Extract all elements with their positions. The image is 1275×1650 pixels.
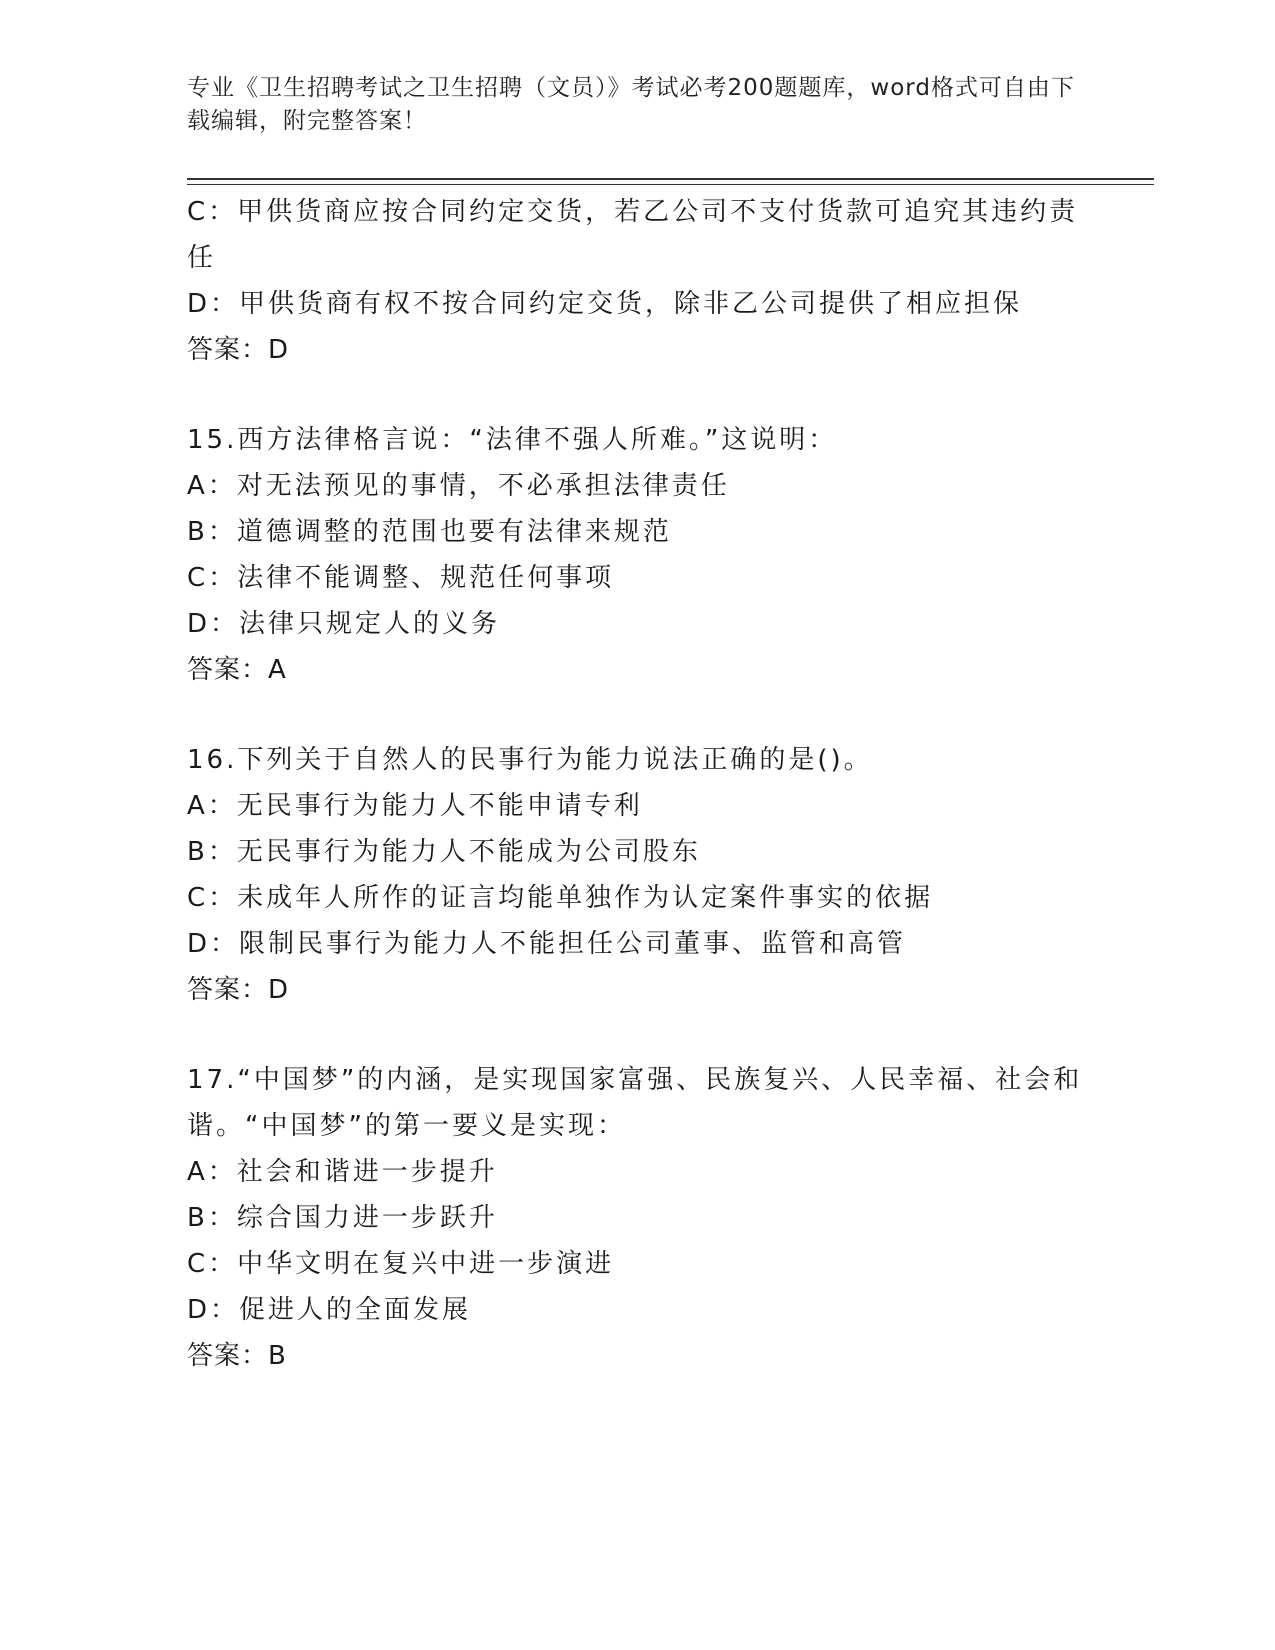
answer-line: 答案：B [187, 1341, 287, 1371]
answer-line: 答案：D [187, 975, 290, 1005]
option-c: C：法律不能调整、规范任何事项 [187, 563, 615, 593]
question-stem: 16.下列关于自然人的民事行为能力说法正确的是()。 [187, 745, 873, 775]
option-b: B：道德调整的范围也要有法律来规范 [187, 517, 672, 547]
question-stem: 15.西方法律格言说：“法律不强人所难。”这说明： [187, 425, 838, 455]
option-d: D：法律只规定人的义务 [187, 609, 501, 639]
document-body [187, 189, 1087, 1379]
question-stem: 17.“中国梦”的内涵，是实现国家富强、民族复兴、人民幸福、社会和谐。“中国梦”的第一要义是实现： [187, 1065, 1083, 1141]
option-a: A：无民事行为能力人不能申请专利 [187, 791, 643, 821]
option-c: C：未成年人所作的证言均能单独作为认定案件事实的依据 [187, 883, 934, 913]
option-b: B：无民事行为能力人不能成为公司股东 [187, 837, 701, 867]
option-a: A：对无法预见的事情，不必承担法律责任 [187, 471, 730, 501]
answer-line: 答案：D [187, 335, 290, 365]
page-header: 专业《卫生招聘考试之卫生招聘（文员）》考试必考200题题库，word格式可自由下载编辑，附完整答案！ [187, 75, 1075, 134]
option-d: D：限制民事行为能力人不能担任公司董事、监管和高管 [187, 929, 907, 959]
option-d: D：甲供货商有权不按合同约定交货，除非乙公司提供了相应担保 [187, 289, 1023, 319]
option-a: A：社会和谐进一步提升 [187, 1157, 498, 1187]
question-17 [187, 1057, 1087, 1379]
option-c: C：甲供货商应按合同约定交货，若乙公司不支付货款可追究其违约责任 [187, 197, 1079, 273]
option-c: C：中华文明在复兴中进一步演进 [187, 1249, 615, 1279]
continued-question [187, 189, 1087, 373]
answer-line: 答案：A [187, 655, 287, 685]
option-b: B：综合国力进一步跃升 [187, 1203, 498, 1233]
header-rule [187, 178, 1154, 185]
question-15 [187, 417, 1087, 693]
question-16 [187, 737, 1087, 1013]
option-d: D：促进人的全面发展 [187, 1295, 472, 1325]
